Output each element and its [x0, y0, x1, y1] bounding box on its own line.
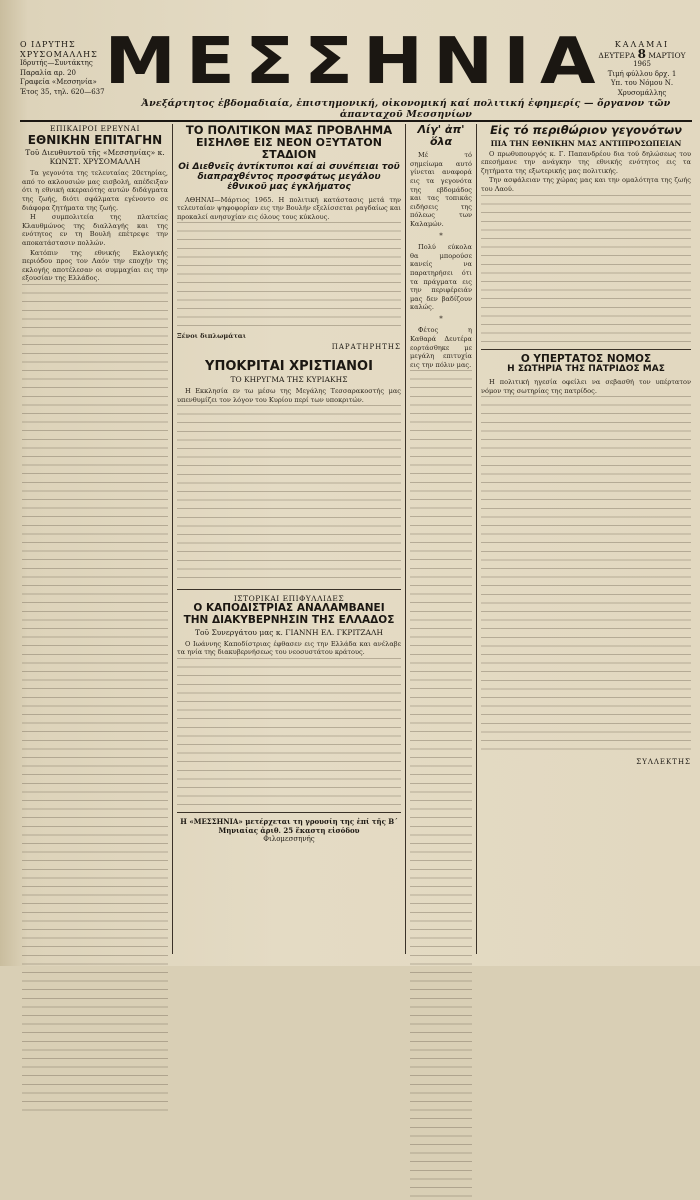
- headline: Εἰς τό περιθώριον γεγονότων: [490, 123, 682, 137]
- paragraph: Κατόπιν της εθνικής Εκλογικής περιόδου προς τον Λαόν την εποχήν της εκλογής αποτέλεσαν οι συμμαχίαι εις την εξουσίαν της Ελλάδος.: [22, 248, 168, 283]
- text-lines: [177, 222, 401, 332]
- paragraph: Η συμπολιτεία της πλατείας Κλαυθμώνος της διαλλαγής και της ενότητος εν τη Βουλή επέτρεψε την αποκατάστασιν πολλών.: [22, 213, 168, 247]
- article-body: [481, 378, 691, 395]
- column-editorial: [22, 124, 168, 954]
- column-divider: [172, 124, 173, 954]
- article-body: [22, 169, 168, 283]
- column-briefs: [410, 124, 472, 954]
- left-line: Γραφεία «Μεσσηνία»: [20, 78, 97, 86]
- separator: [481, 349, 691, 350]
- paragraph: Η πολιτική ηγεσία οφείλει να σεβασθή τον υπέρτατον νόμον της σωτηρίας της πατρίδος.: [481, 378, 691, 395]
- column-divider: [476, 124, 477, 954]
- footer-signature: Φιλομεσσηνής: [263, 834, 315, 843]
- city: ΚΑΛΑΜΑΙ: [614, 40, 670, 49]
- separator: [177, 589, 401, 590]
- headline: Ο ΚΑΠΟΔΙΣΤΡΙΑΣ ΑΝΑΛΑΜΒΑΝΕΙ: [193, 602, 385, 615]
- headline: ΕΘΝΙΚΗΝ ΕΠΙΤΑΓΗΝ: [27, 133, 163, 147]
- paragraph: Την ασφάλειαν της χώρας μας και την ομαλότητα της ζωής του Λαού.: [481, 176, 691, 194]
- article-body: [177, 196, 401, 222]
- left-line: Ιδρυτής—Συντάκτης: [20, 59, 93, 67]
- masthead-subtitle: Ἀνεξάρτητος ἑβδομαδιαία, ἐπιστημονική, οἰκονομική καί πολιτική ἐφημερίς — ὄργανον τῶν ἁπανταχοῦ Μεσσηνίων: [141, 98, 671, 120]
- column-middle: [177, 360, 401, 954]
- issue-date: [592, 46, 692, 61]
- price: Τιμή φύλλου δρχ. 1: [607, 69, 677, 78]
- article-body: [177, 387, 401, 404]
- footer-notice: Η «ΜΕΣΣΗΝΙΑ» μετέρχεται τη γρουσίη της ἐπί τῆς Β΄ Μηνιαίας ἀριθ. 25 ἕκαστη εἰσόδου: [180, 816, 398, 835]
- paragraph: ΑΘΗΝΑΙ—Μάρτιος 1965. Η πολιτική κατάστασις μετά την τελευταίαν ψηφοφορίαν εις την Βουλήν εξελίσσεται ραγδαίως και προκαλεί ανησυχίαν εις όλους τους κύκλους.: [177, 195, 401, 221]
- paragraph: Μέ τό σημείωμα αυτό γίνεται αναφορά εις τα γεγονότα της εβδομάδος και τας τοπικάς ειδήσεις της πόλεως των Καλαμών.: [410, 151, 472, 228]
- founder-label: Ο ΙΔΡΥΤΗΣ: [20, 40, 76, 49]
- text-lines: [481, 396, 691, 756]
- text-lines: [481, 195, 691, 345]
- headline: ΤΗΝ ΔΙΑΚΥΒΕΡΝΗΣΙΝ ΤΗΣ ΕΛΛΑΔΟΣ: [183, 614, 395, 627]
- column-margin-events: [481, 124, 691, 954]
- star-separator: *: [439, 231, 443, 240]
- subheadline: ΠΙΑ ΤΗΝ ΕΘΝΙΚΗΝ ΜΑΣ ΑΝΤΙΠΡΟΣΩΠΕΙΑΝ: [490, 138, 682, 148]
- kicker: ΙΣΤΟΡΙΚΑΙ ΕΠΙΦΥΛΛΙΔΕΣ: [233, 594, 345, 604]
- year: 1965: [633, 60, 651, 68]
- paragraph: Ο Ιωάννης Καποδίστριας έφθασεν εις την Ελλάδα και ανέλαβε τα ηνία της διακυβερνήσεως του νεοσυστάτου κράτους.: [177, 639, 401, 657]
- paragraph: Η Εκκλησία εν τω μέσω της Μεγάλης Τεσσαρακοστής μας υπενθυμίζει τον λόγον του Κυρίου περί των υποκριτών.: [177, 387, 401, 404]
- paragraph: Ο πρωθυπουργός κ. Γ. Παπανδρέου δια τού δηλώσεως του επεσήμανε την ανάγκην της εθνικής ενότητος εις τα ζητήματα της εξωτερικής μας πολιτικής.: [481, 149, 691, 175]
- left-line: Έτος 35, τηλ. 620—637: [20, 87, 105, 96]
- right-line: Υπ. του Νόμου Ν. Χρυσομάλλης: [610, 79, 674, 97]
- column-divider: [405, 124, 406, 954]
- newspaper-title: ΜΕΣΣΗΝΙΑ: [104, 25, 606, 99]
- star-separator: *: [439, 314, 443, 323]
- signature: ΠΑΡΑΤΗΡΗΤΗΣ: [331, 342, 401, 351]
- byline: Τοῦ Συνεργάτου μας κ. ΓΙΑΝΝΗ ΕΛ. ΓΚΡΙΤΖΑΛΗ: [194, 627, 383, 637]
- article-body: [481, 150, 691, 194]
- headline: Η ΣΩΤΗΡΙΑ ΤΗΣ ΠΑΤΡΙΔΟΣ ΜΑΣ: [507, 364, 665, 375]
- paragraph: Φέτος η Καθαρά Δευτέρα εορτάσθηκε με μεγάλη επιτυχία εις την πόλιν μας.: [410, 326, 472, 369]
- masthead-right-info: [592, 40, 692, 98]
- text-lines: [410, 370, 472, 1200]
- headline: ΤΟ ΠΟΛΙΤΙΚΟΝ ΜΑΣ ΠΡΟΒΛΗΜΑ: [185, 123, 393, 137]
- separator: [177, 812, 401, 813]
- column-politics: [177, 123, 401, 351]
- subheadline: ΤΟ ΚΗΡΥΓΜΑ ΤΗΣ ΚΥΡΙΑΚΗΣ: [230, 375, 348, 385]
- headline: Ο ΥΠΕΡΤΑΤΟΣ ΝΟΜΟΣ: [520, 352, 652, 365]
- headline: Λίγ' ἀπ' ὅλα: [417, 123, 465, 149]
- day: 8: [637, 46, 646, 61]
- month: ΜΑΡΤΙΟΥ: [648, 50, 686, 60]
- masthead: [20, 25, 692, 120]
- masthead-rule: [20, 120, 692, 122]
- paragraph: Τα γεγονότα της τελευταίας 20ετηρίας, από το ακλουσιών μας εισβολή, απέδειξαν ότι η εθνική ακεραιότης αυτών διδάγματα της ζωής, διότι σφάλματα εγένοντο σε διάφορα ζητήματα της ζωής.: [22, 169, 168, 212]
- article-body: [177, 640, 401, 657]
- note: Ξένοι διπλωμάται: [177, 332, 247, 341]
- weekday: ΔΕΥΤΕΡΑ: [598, 50, 636, 60]
- signature: ΣΥΛΛΕΚΤΗΣ: [636, 758, 691, 767]
- text-lines: [177, 658, 401, 808]
- article-body: [410, 151, 472, 369]
- text-lines: [177, 405, 401, 585]
- founder-name: ΧΡΥΣΟΜΑΛΛΗΣ: [20, 49, 98, 59]
- subheadline: Οἱ Διεθνεῖς ἀντίκτυποι καί αἱ συνέπειαι τοῦ διαπραχθέντος προσφάτως μεγάλου ἐθνικοῦ μας ἐγκλήματος: [178, 161, 400, 192]
- byline: Τοῦ Διευθυντοῦ τῆς «Μεσσηνίας» κ. ΚΩΝΣΤ. ΧΡΥΣΟΜΑΛΛΗ: [25, 148, 165, 167]
- text-lines: [22, 284, 168, 1114]
- headline: ΕΙΣΗΛΘΕ ΕΙΣ ΝΕΟΝ ΟΞΥΤΑΤΟΝ ΣΤΑΔΙΟΝ: [196, 135, 382, 161]
- left-line: Παραλία αρ. 20: [20, 68, 77, 77]
- paragraph: Πολύ εύκολα θα μπορούσε κανείς να παρατηρήσει ότι τα πράγματα εις την περιφέρειάν μας δεν βαδίζουν καλώς.: [410, 243, 472, 312]
- headline: ΥΠΟΚΡΙΤΑΙ ΧΡΙΣΤΙΑΝΟΙ: [205, 359, 373, 374]
- kicker: ΕΠΙΚΑΙΡΟΙ ΕΡΕΥΝΑΙ: [50, 124, 140, 133]
